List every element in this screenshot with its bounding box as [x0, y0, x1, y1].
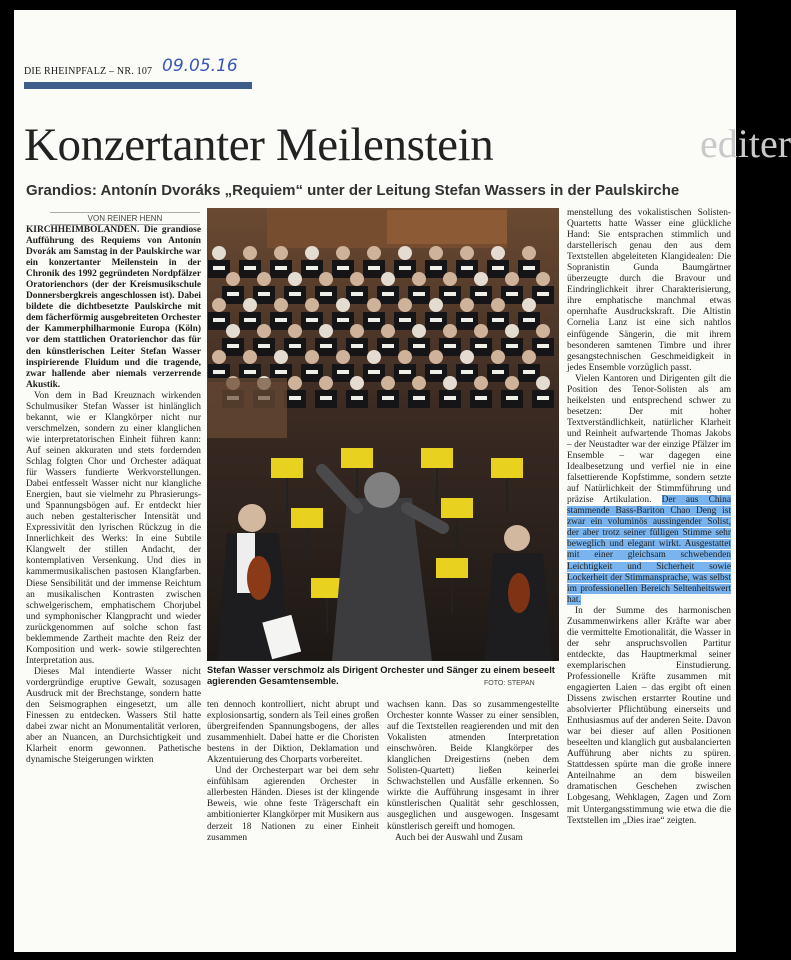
article-column-1	[26, 225, 201, 865]
article-column-2	[207, 700, 379, 870]
article-paragraph: menstellung des vokalistischen Solisten-Quartetts hatte Wasser eine glückliche Hand: Sie entsprachen stimmlich und darstellerisch genau den aus dem Textstellen abgeleiteten Klangidealen: Die Sopranistin Gunda Baumgärtner überzeugte durch die Bravour und Eindringlichkeit ihrer Charakterisierung, ihre emphatische manchmal etwas opernhafte Ausdruckskraft. Die Altistin Cornelia Lanz ist eine sich nahtlos einfügende Sängerin, die mit ihrem besonderen samtenen Timbre und ihrer gesangstechnischen Geschmeidigkeit in jedes Ensemble vorzüglich passt.	[567, 208, 731, 373]
article-column-4	[567, 208, 731, 870]
article-paragraph: Auch bei der Auswahl und Zusam	[395, 832, 523, 843]
article-paragraph: ten dennoch kontrolliert, nicht abrupt und explosionsartig, sondern als Teil eines großen übergreifenden Spannungsbogens, der alles zusammenhielt. Dabei hatte er die Choristen bestens in der Diktion, Deklamation und Akzentuierung des Chorparts vorbereitet.	[207, 700, 379, 766]
bleed-through-text: editer	[700, 121, 791, 166]
article-paragraph: Von dem in Bad Kreuznach wirkenden Schulmusiker Stefan Wasser ist hinlänglich bekannt, wie er Klangkörper nicht nur verschmelzen, sondern zu einer klanglichen wie interpretatorischen Einheit führen kann: Auf seinen akkuraten und stets fordernden Schlag folgten Chor und Orchester adäquat für Wassers fundierte Werkvorstellungen. Dabei entfesselt Wasser nicht nur klangliche Energien, baut sie vielmehr zu Phrasierungs- und Spannungsbögen auf. Er entdeckt hier auch neben gestalterischer Intensität und Expressivität den lyrischen Rückzug in die Innerlichkeit des Werks: In eine Subtile Klangwelt der stillen Andacht, der kontemplativen Versenkung. Und dies in kammermusikalischen pastosen Klangfarben. Diese Sensibilität und der immense Reichtum an musikalischen Kontrasten zwischen schwelgerischem, emphatischem Chorjubel und symphonischer Klangpracht und wieder zurückgenommen auf solche schon fast beklemmende Zartheit machte den Reiz der Komposition und werk- sowie stilgerechten Interpretation aus.	[26, 390, 201, 666]
highlighted-passage: Der aus China stammende Bass-Bariton Chao Deng ist zwar ein voluminös aussingender Solist, der aber trotz seiner fülligen Stimme sehr beweglich und elegant wirkt. Ausgestattet mit einer gleichsam schwebenden Leichtigkeit und Sicherheit sowie Lockerheit der Stimmansprache, was selbst im professionellen Bereich Seltenheitswert hat.	[567, 495, 732, 605]
article-text: Vielen Kantoren und Dirigenten gilt die Position des Tenor-Solisten als am heikelsten und entsprechend schwer zu besetzen: Der mit hoher Textverständlichkeit, natürlicher Klarheit und Reinheit aufwartende Thomas Jakobs – der Neustadter war der einzige Pfälzer im Ensemble – war dagegen eine Idealbesetzung und verfiel nie in eine falsettierende Kopfstimme, sondern setzte auf Natürlichkeit der Stimmführung und präzise Artikulation.	[567, 373, 731, 506]
photo-caption: Stefan Wasser verschmolz als Dirigent Orchester und Sänger zu einem beseelt agierenden Gesamtensemble.	[207, 665, 555, 686]
byline: VON REINER HENN	[50, 212, 200, 225]
article-paragraph: Dieses Mal intendierte Wasser nicht vordergründige eruptive Gewalt, sozusagen Ausdruck mit der Brechstange, sondern hatte den Seismographen eingesetzt, um alle Finessen zu entdecken. Wassers Stil hatte dabei zwar nicht an Monumentalität verloren, aber an Nuancen, an Durchsichtigkeit und Klarheit enorm gewonnen. Pathetische dynamische Steigerungen wirkten	[26, 666, 201, 766]
masthead-bar	[24, 82, 252, 89]
article-paragraph	[567, 374, 731, 606]
subheadline: Grandios: Antonín Dvoráks „Requiem“ unter der Leitung Stefan Wassers in der Paulskirche	[26, 182, 680, 199]
newspaper-page	[14, 10, 791, 952]
article-paragraph: wachsen kann. Das so zusammengestellte Orchester konnte Wasser zu einer sensiblen, auf die Textstellen reagierenden und mit den Vokalisten atmenden Interpretation einschwören. Beide Klangkörper des klanglichen Dreigestirns (neben dem Solisten-Quartett) ließen keinerlei Schwachstellen und Ausfälle erkennen. So wirkte die Aufführung insgesamt in ihrer künstlerischen Qualität sehr geschlossen, ausgeglichen und ausgewogen. Insgesamt künstlerisch gereift und homogen.	[387, 700, 559, 832]
masthead: DIE RHEINPFALZ – NR. 107	[24, 66, 153, 77]
article-paragraph: In der Summe des harmonischen Zusammenwirkens aller Kräfte war aber die vermittelte Emotionalität, die Wasser in der sehr anspruchsvollen Partitur entdeckte, das Hauptmerkmal seiner exemplarischen Einstudierung. Professionelle Kräfte zusammen mit engagierten Laien – das ergibt oft einen Dissens zwischen erstarrter Routine und absolvierter Pflichtübung einerseits und Enthusiasmus auf der anderen Seite. Davon war bei dieser auf allen Positionen beseelten und klanglich gut ausbalancierten Aufführung aber nichts zu spüren. Stattdessen spürte man die große innere Anteilnahme an dem bisweilen dramatischen Geschehen zwischen Lobgesang, Wehklagen, Zagen und Zorn mit Untergangsstimmung wie etwa die die Textstellen im „Dies irae“ zeigten.	[567, 605, 731, 826]
article-column-3	[387, 700, 559, 870]
article-lead: KIRCHHEIMBOLANDEN. Die grandiose Aufführung des Requiems von Antonín Dvorák am Samstag in der Paulskirche war ein konzertanter Meilenstein in der Chronik des 1992 gegründeten Nordpfälzer Oratorienchors (der der Kreismusikschule Donnersbergkreis angeschlossen ist). Dabei bildete die dichtbesetzte Paulskirche mit dem fächerförmig ausgebreiteten Orchester der Kammerphilharmonie Europa (Köln) vor dem stattlichen Oratorienchor das für den künstlerischen Leiter Stefan Wasser inspirierende Fluidum und die tragende, zwar hallende aber niemals verzerrende Akustik.	[26, 225, 201, 390]
handwritten-date: 09.05.16	[162, 56, 238, 76]
photo-credit: FOTO: STEPAN	[484, 680, 535, 687]
concert-photo	[207, 208, 559, 661]
article-paragraph: Und der Orchesterpart war bei dem sehr einfühlsam agierenden Orchester in allerbesten Händen. Dieses ist der klingende Beweis, wie ohne feste Trägerschaft ein ambitionierter Klangkörper mit Musikern aus derzeit 18 Nationen zu einer Einheit zusammen	[207, 766, 379, 843]
headline: Konzertanter Meilenstein	[24, 119, 494, 171]
concert-photo-illustration	[207, 208, 559, 661]
